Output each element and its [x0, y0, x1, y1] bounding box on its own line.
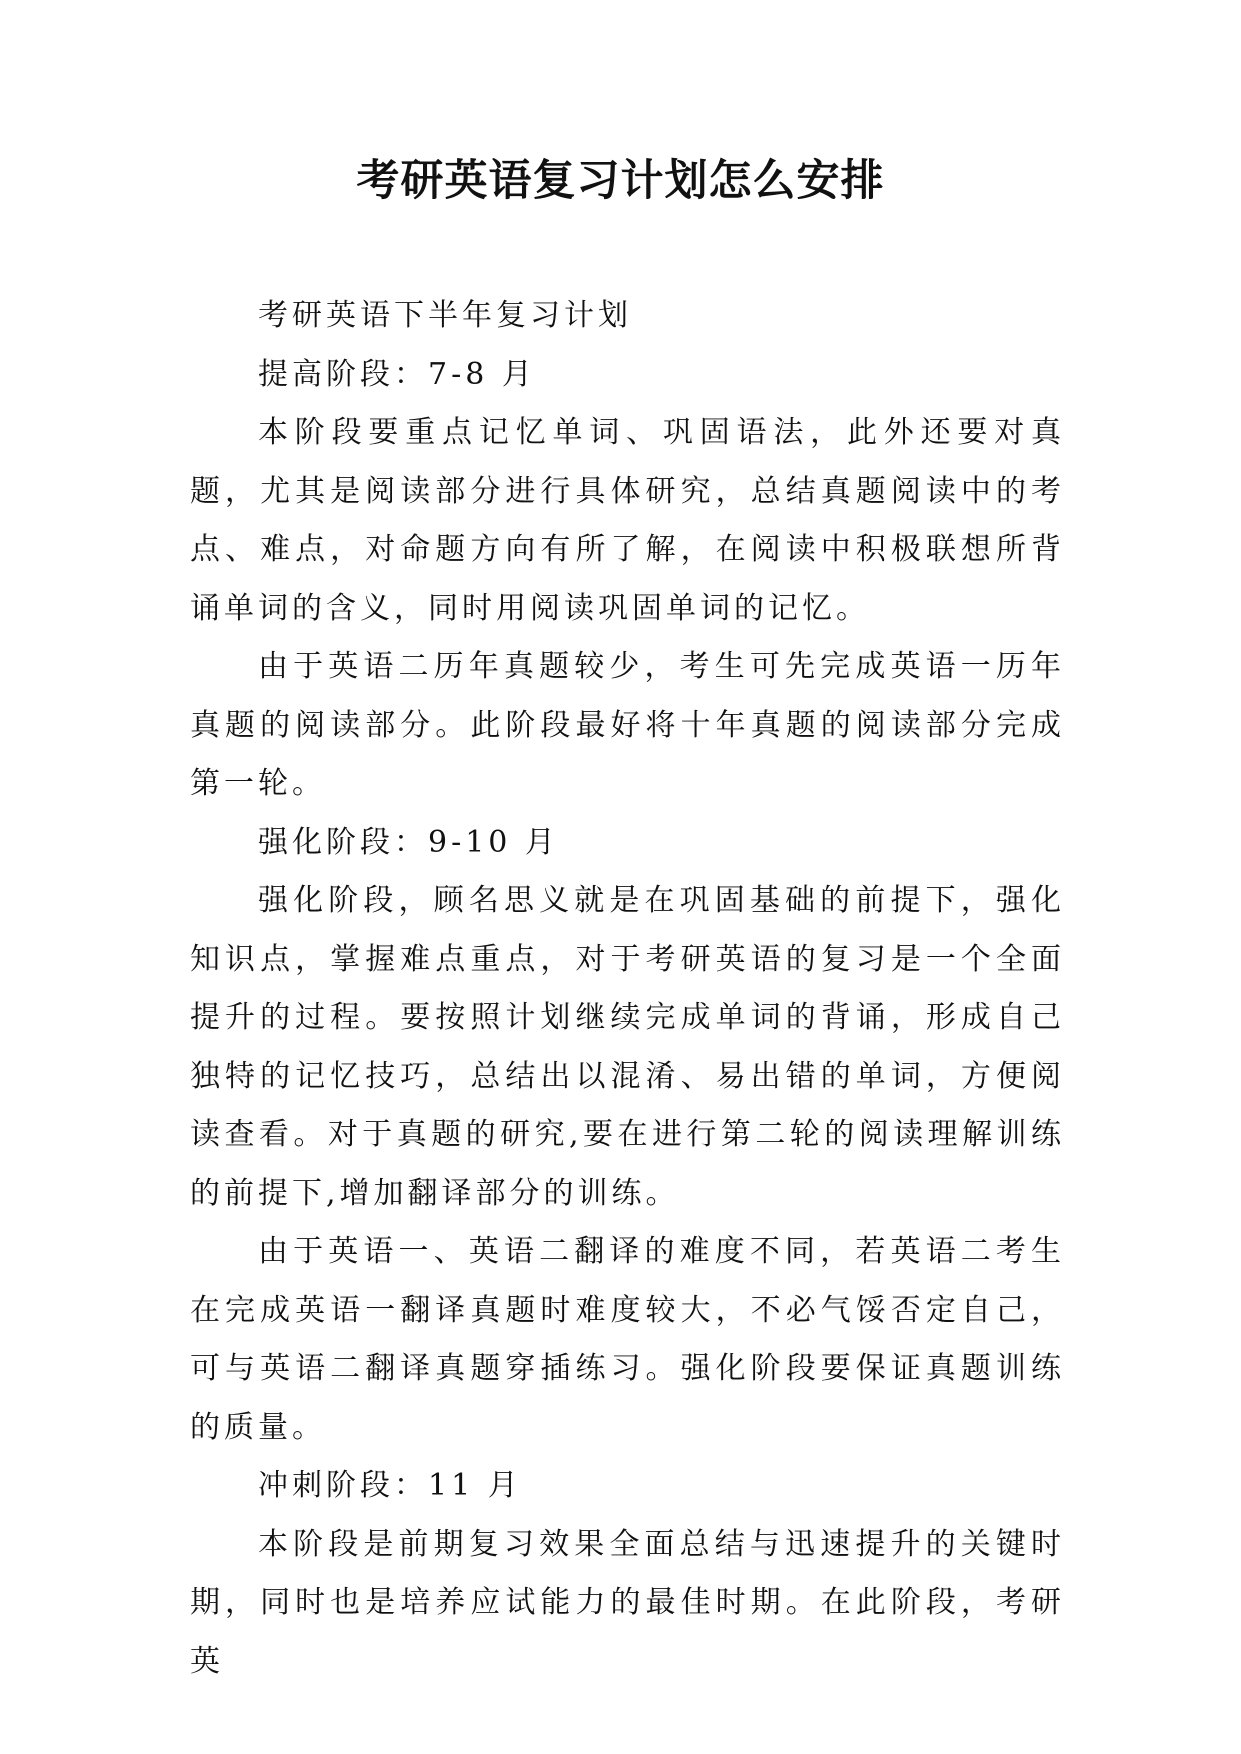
stage-heading-improve: 提高阶段：7-8 月: [258, 356, 536, 392]
stage-heading-sprint: 冲刺阶段：11 月: [258, 1468, 522, 1503]
document-body: [190, 287, 1065, 1691]
paragraph-improve-english-two: 由于英语二历年真题较少，考生可先完成英语一历年真题的阅读部分。此阶段最好将十年真题的阅读部分完成第一轮。: [190, 649, 1065, 801]
paragraph-strengthen-translation: 由于英语一、英语二翻译的难度不同，若英语二考生在完成英语一翻译真题时难度较大，不必气馁否定自己，可与英语二翻译真题穿插练习。强化阶段要保证真题训练的质量。: [190, 1234, 1065, 1445]
document-title: 考研英语复习计划怎么安排: [356, 156, 885, 206]
section-heading-plan: 考研英语下半年复习计划: [258, 298, 632, 333]
paragraph-improve-focus: 本阶段要重点记忆单词、巩固语法，此外还要对真题，尤其是阅读部分进行具体研究，总结真题阅读中的考点、难点，对命题方向有所了解，在阅读中积极联想所背诵单词的含义，同时用阅读巩固单词的记忆。: [190, 415, 1065, 626]
paragraph-sprint-focus: 本阶段是前期复习效果全面总结与迅速提升的关键时期，同时也是培养应试能力的最佳时期。在此阶段，考研英: [190, 1526, 1065, 1679]
stage-heading-strengthen: 强化阶段：9-10 月: [258, 824, 559, 860]
paragraph-strengthen-focus: 强化阶段，顾名思义就是在巩固基础的前提下，强化知识点，掌握难点重点，对于考研英语的复习是一个全面提升的过程。要按照计划继续完成单词的背诵，形成自己独特的记忆技巧，总结出以混淆、易出错的单词，方便阅读查看。对于真题的研究,要在进行第二轮的阅读理解训练的前提下,增加翻译部分的训练。: [190, 883, 1065, 1211]
